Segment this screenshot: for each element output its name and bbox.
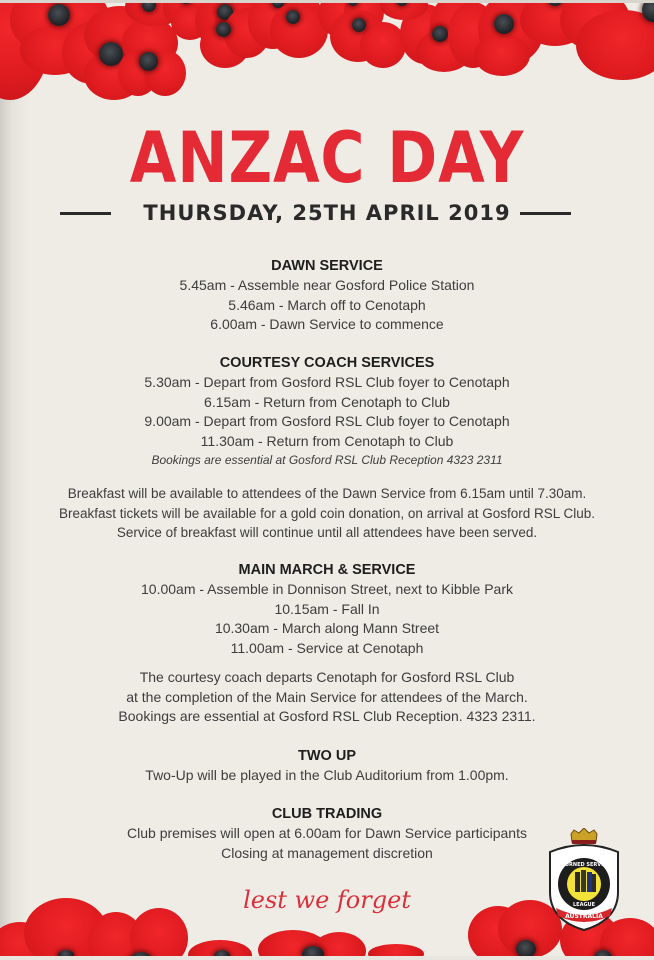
section-heading: TWO UP	[298, 748, 356, 764]
section-heading: DAWN SERVICE	[271, 258, 383, 274]
section-courtesy-coach	[0, 353, 654, 469]
schedule-line: 11.00am - Service at Cenotaph	[230, 639, 424, 656]
schedule-line: 9.00am - Depart from Gosford RSL Club foyer to Cenotaph	[144, 413, 510, 429]
schedule-line: 6.00am - Dawn Service to commence	[210, 316, 444, 332]
badge-middle-label: LEAGUE	[572, 902, 596, 908]
section-two-up	[0, 746, 654, 786]
top-border	[0, 0, 654, 3]
bottom-border	[0, 956, 654, 960]
info-line: Service of breakfast will continue until all attendees have been served.	[116, 525, 538, 540]
info-line: at the completion of the Main Service for attendees of the March.	[126, 688, 528, 705]
booking-note: Bookings are essential at Gosford RSL Club Reception 4323 2311	[151, 453, 503, 467]
tagline-lest-we-forget: lest we forget	[243, 886, 411, 914]
section-heading: MAIN MARCH & SERVICE	[238, 562, 416, 578]
section-dawn-service	[0, 256, 654, 335]
info-line: Club premises will open at 6.00am for Dawn Service participants	[127, 825, 527, 841]
page-title: ANZAC DAY	[129, 117, 525, 199]
rsl-badge-icon	[544, 828, 624, 932]
date-banner	[0, 198, 654, 228]
section-heading: CLUB TRADING	[271, 806, 383, 822]
info-line: Two-Up will be played in the Club Auditorium from 1.00pm.	[145, 767, 509, 783]
info-line: Breakfast will be available to attendees of the Dawn Service from 6.15am until 7.30am.	[67, 486, 587, 501]
info-line: Closing at management discretion	[221, 844, 433, 861]
schedule-line: 6.15am - Return from Cenotaph to Club	[204, 393, 450, 410]
info-line: The courtesy coach departs Cenotaph for Gosford RSL Club	[139, 669, 515, 685]
schedule-line: 11.30am - Return from Cenotaph to Club	[200, 432, 454, 449]
badge-top-label: RETURNED SERVICES	[554, 862, 614, 868]
section-coach-return	[0, 668, 654, 727]
badge-country-label: AUSTRALIA	[565, 913, 603, 920]
schedule-line: 10.00am - Assemble in Donnison Street, next to Kibble Park	[141, 581, 513, 597]
info-line: Breakfast tickets will be available for a gold coin donation, on arrival at Gosford RSL Club.	[58, 505, 596, 521]
schedule-line: 10.15am - Fall In	[274, 600, 380, 617]
divider-right	[520, 212, 571, 215]
schedule-line: 5.30am - Depart from Gosford RSL Club foyer to Cenotaph	[144, 374, 510, 390]
section-heading: COURTESY COACH SERVICES	[219, 355, 435, 371]
info-line: Bookings are essential at Gosford RSL Club Reception. 4323 2311.	[118, 708, 536, 724]
poppy-icon	[560, 0, 654, 90]
poppy-icon	[88, 908, 198, 960]
section-breakfast	[0, 484, 654, 543]
event-date: THURSDAY, 25TH APRIL 2019	[143, 201, 511, 225]
schedule-line: 5.45am - Assemble near Gosford Police Station	[179, 277, 475, 293]
schedule-line: 10.30am - March along Mann Street	[214, 620, 440, 636]
schedule-line: 5.46am - March off to Cenotaph	[228, 296, 426, 313]
section-main-march	[0, 560, 654, 658]
